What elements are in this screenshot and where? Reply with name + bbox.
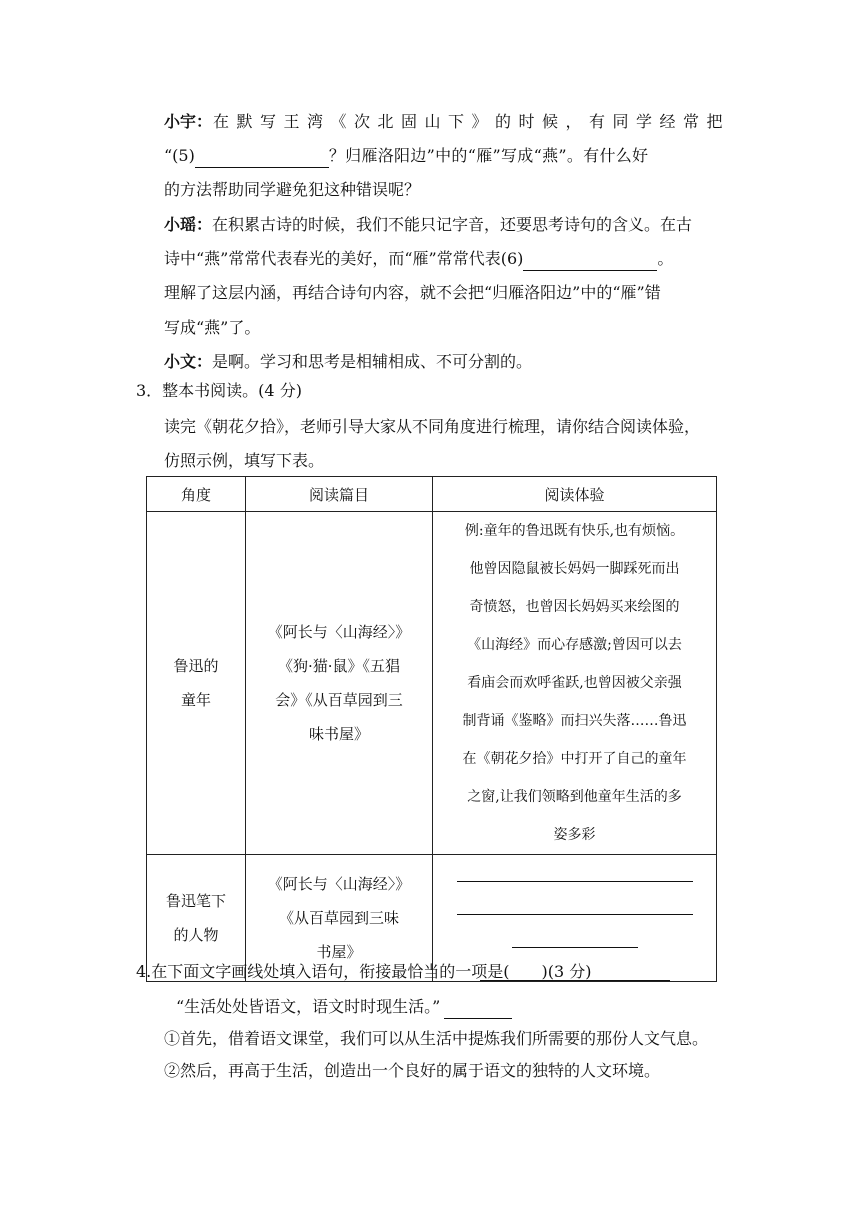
- xiaowen-speaker: 小文：: [164, 352, 213, 371]
- xiaoyao-line-2: [164, 248, 673, 271]
- xiaoyu-text-1: 在默写王湾《次北固山下》的时候，有同学经常把: [212, 112, 730, 131]
- works-line: 《阿长与〈山海经〉》: [267, 623, 411, 641]
- xiaoyu-text-2: ？归雁洛阳边”中的“雁”写成“燕”。有什么好: [328, 146, 649, 165]
- answer-line[interactable]: [457, 881, 693, 882]
- cell-experience: [433, 512, 717, 855]
- xiaoyu-line-2: [164, 145, 648, 168]
- cell-angle: [147, 512, 246, 855]
- q3-intro-1: 读完《朝花夕拾》，老师引导大家从不同角度进行梳理，请你结合阅读体验，: [164, 417, 701, 436]
- xiaoyao-line-4: 写成“燕”了。: [164, 318, 261, 337]
- table-row: [147, 512, 717, 855]
- header-works: 阅读篇目: [246, 477, 433, 512]
- xiaoyao-speaker: 小瑶：: [164, 215, 213, 234]
- xiaoyu-line-1: [164, 111, 730, 133]
- answer-line[interactable]: [457, 914, 693, 915]
- angle-line: 童年: [180, 691, 211, 709]
- answer-line[interactable]: [512, 947, 638, 948]
- q4-quote-line: [176, 996, 512, 1019]
- xiaoyao-period: 。: [657, 249, 674, 268]
- q4-quote: “生活处处皆语文，语文时时现生活。”: [176, 997, 441, 1016]
- q4-option-1: ①首先，借着语文课堂，我们可以从生活中提炼我们所需要的那份人文气息。: [164, 1029, 709, 1048]
- q3-intro-2: 仿照示例，填写下表。: [164, 451, 325, 470]
- table-header-row: [147, 477, 717, 512]
- experience-line: 之窗,让我们领略到他童年生活的多: [467, 789, 682, 805]
- cell-works: [246, 512, 433, 855]
- works-line: 味书屋》: [308, 725, 369, 743]
- answer-blank-6[interactable]: [523, 248, 657, 271]
- header-experience: 阅读体验: [433, 477, 717, 512]
- experience-line: 《山海经》而心存感激;曾因可以去: [467, 637, 682, 653]
- answer-blank-5[interactable]: [195, 145, 329, 168]
- xiaoyao-line-3: 理解了这层内涵，再结合诗句内容，就不会把“归雁洛阳边”中的“雁”错: [164, 283, 661, 302]
- angle-line: 鲁迅笔下: [165, 892, 226, 910]
- works-line: 《阿长与〈山海经〉》: [267, 875, 411, 893]
- experience-line: 他曾因隐鼠被长妈妈一脚踩死而出: [469, 561, 680, 577]
- xiaoyao-text-1: 在积累古诗的时候，我们不能只记字音，还要思考诗句的含义。在古: [212, 215, 693, 234]
- experience-line: 姿多彩: [553, 827, 596, 843]
- xiaoyao-line-1: [164, 214, 692, 236]
- reading-table: [146, 476, 717, 982]
- xiaowen-line: [164, 351, 532, 373]
- experience-line: 例:童年的鲁迅既有快乐,也有烦恼。: [464, 523, 685, 539]
- q3-title: 3．整本书阅读。(4 分): [136, 381, 302, 400]
- xiaowen-text: 是啊。学习和思考是相辅相成、不可分割的。: [212, 352, 533, 371]
- q4-option-2: ②然后，再高于生活，创造出一个良好的属于语文的独特的人文环境。: [164, 1061, 661, 1080]
- header-angle: 角度: [147, 477, 246, 512]
- xiaoyao-text-2: 诗中“燕”常常代表春光的美好，而“雁”常常代表(6): [164, 249, 524, 268]
- experience-line: 在《朝花夕拾》中打开了自己的童年: [462, 751, 687, 767]
- q4-title: 4.在下面文字画线处填入语句，衔接最恰当的一项是( )(3 分): [136, 962, 592, 981]
- xiaoyu-line-3: 的方法帮助同学避免犯这种错误呢？: [164, 180, 421, 199]
- works-line: 《狗·猫·鼠》《五猖: [277, 657, 401, 675]
- experience-line: 奇愤怒，也曾因长妈妈买来绘图的: [469, 599, 680, 615]
- works-line: 会》《从百草园到三: [275, 691, 403, 709]
- works-line: 书屋》: [316, 943, 362, 961]
- angle-line: 鲁迅的: [173, 657, 219, 675]
- works-line: 《从百草园到三味: [278, 909, 399, 927]
- xiaoyu-speaker: 小宇：: [164, 112, 213, 131]
- experience-line: 看庙会而欢呼雀跃,也曾因被父亲强: [467, 675, 682, 691]
- angle-line: 的人物: [173, 926, 219, 944]
- blank-5-label: “(5): [164, 146, 195, 165]
- q4-answer-blank[interactable]: [444, 996, 512, 1019]
- experience-line: 制背诵《鉴略》而扫兴失落……鲁迅: [462, 713, 687, 729]
